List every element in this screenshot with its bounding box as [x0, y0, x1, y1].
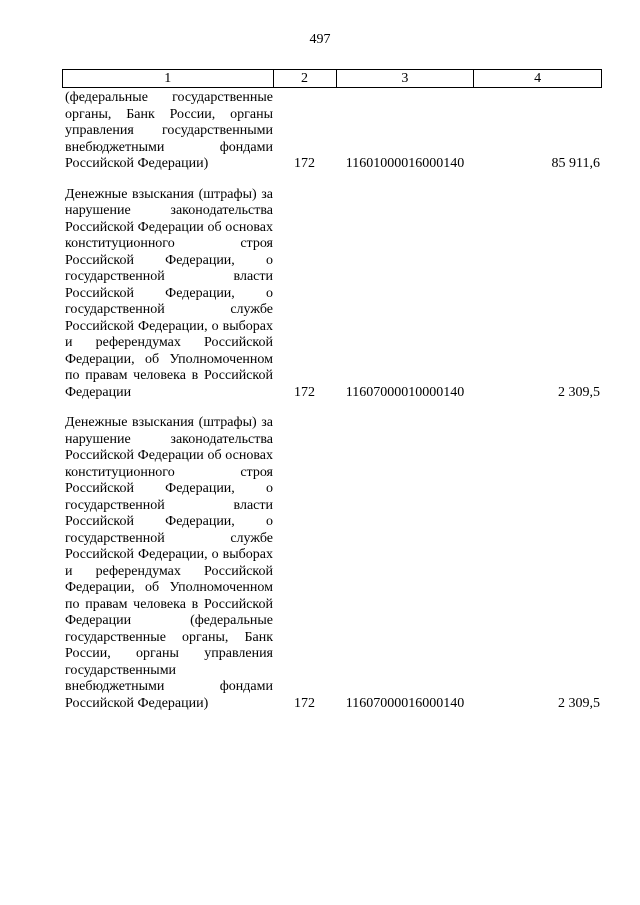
budget-table	[62, 69, 602, 712]
row-amount: 85 911,6	[551, 156, 600, 171]
table-row	[62, 90, 602, 173]
table-row	[62, 187, 602, 402]
row-name: Денежные взыскания (штрафы) за нарушение законодательства Российской Федерации об основах конституционного строя Российской Федерации, о государственной власти Российской Федерации, о государственной службе Российской Федерации, о выборах и референдумах Российской Федерации, об Уполномоченном по правам человека в Российской Федерации	[65, 186, 273, 400]
row-amount: 2 309,5	[558, 384, 600, 400]
header-col-1: 1	[63, 70, 274, 87]
row-amount: 2 309,5	[558, 695, 600, 711]
row-name: (федеральные государственные органы, Банк России, органы управления государственными внебюджетными фондами Российской Федерации)	[65, 90, 273, 171]
row-code: 172	[294, 384, 315, 400]
row-kbk: 11607000010000140	[345, 384, 465, 400]
header-col-2: 2	[274, 70, 337, 87]
table-header-row	[62, 69, 602, 88]
header-col-3: 3	[337, 70, 475, 87]
row-kbk: 11607000016000140	[345, 695, 465, 711]
header-col-4: 4	[474, 70, 602, 87]
row-kbk: 11601000016000140	[345, 156, 465, 171]
row-code: 172	[294, 695, 315, 711]
page-number: 497	[309, 32, 331, 47]
row-code: 172	[294, 156, 315, 171]
table-row	[62, 415, 602, 712]
row-name: Денежные взыскания (штрафы) за нарушение законодательства Российской Федерации об основах конституционного строя Российской Федерации, о государственной власти Российской Федерации, о государственной службе Российской Федерации, о выборах и референдумах Российской Федерации, об Уполномоченном по правам человека в Российской Федерации (федеральные государственные органы, Банк России, органы управления государственными внебюджетными фондами Российской Федерации)	[65, 415, 273, 711]
